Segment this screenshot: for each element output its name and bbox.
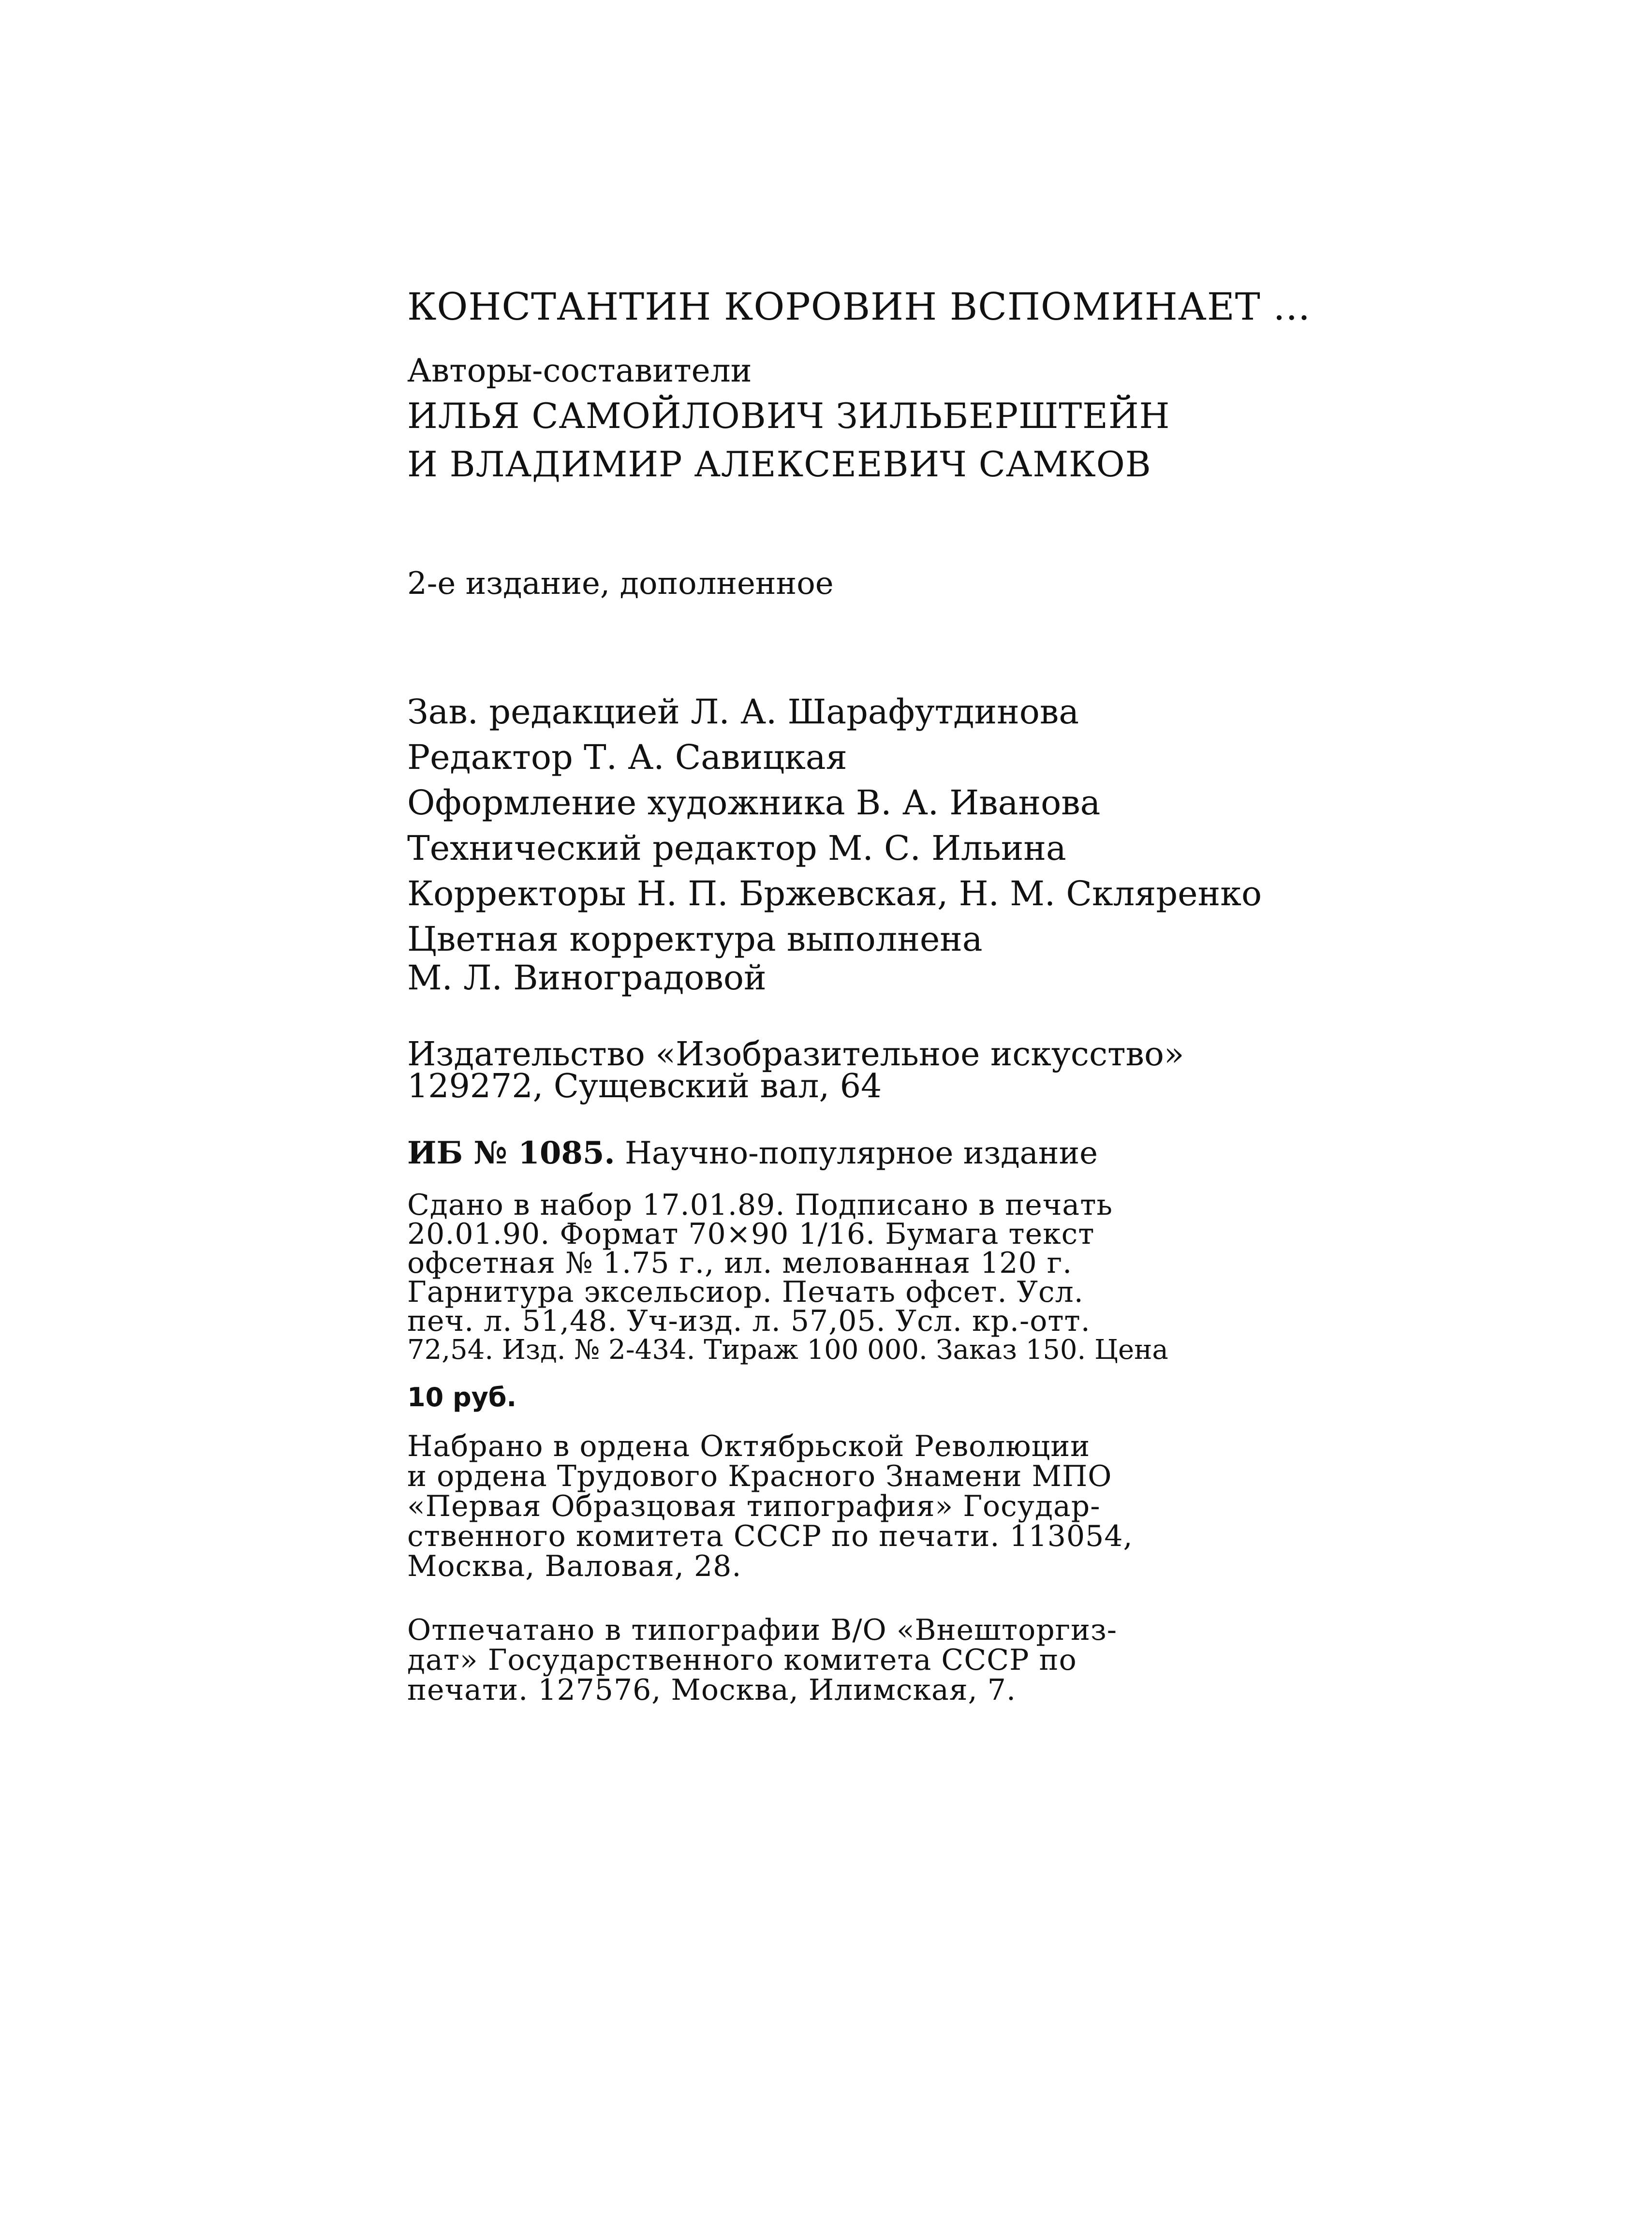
printing-line: печати. 127576, Москва, Илимская, 7. [407,1673,1017,1707]
authors-block [407,392,1170,488]
printing-line: дат» Государственного комитета СССР по [407,1643,1077,1677]
typesetting-line: и ордена Трудового Красного Знамени МПО [407,1459,1112,1493]
staff-line: Корректоры Н. П. Бржевская, Н. М. Скляренко [407,874,1262,913]
print-line: офсетная № 1.75 г., ил. мелованная 120 г. [407,1246,1073,1280]
typesetting-line: «Первая Образцовая типография» Государ- [407,1489,1101,1523]
ib-number: ИБ № 1085. [407,1135,615,1171]
printing-info [407,1615,1117,1705]
staff-line: Технический редактор М. С. Ильина [407,828,1066,868]
print-line: 20.01.90. Формат 70×90 1/16. Бумага текст [407,1217,1095,1251]
typesetting-line: ственного комитета СССР по печати. 113054, [407,1519,1133,1553]
author-line: И ВЛАДИМИР АЛЕКСЕЕВИЧ САМКОВ [407,444,1151,485]
edition-note: 2-е издание, дополненное [407,566,834,602]
printing-line: Отпечатано в типографии В/О «Внешторгиз- [407,1613,1118,1647]
staff-line: Зав. редакцией Л. А. Шарафутдинова [407,692,1079,732]
author-line: ИЛЬЯ САМОЙЛОВИЧ ЗИЛЬБЕРШТЕЙН [407,396,1170,436]
publisher-name: Издательство «Изобразительное искусство» [407,1035,1184,1074]
print-line: Сдано в набор 17.01.89. Подписано в печать [407,1188,1113,1222]
editorial-staff [407,689,1262,1001]
ib-line [407,1132,1098,1175]
print-line: печ. л. 51,48. Уч-изд. л. 57,05. Усл. кр.-отт. [407,1304,1091,1338]
staff-line: М. Л. Виноградовой [407,958,767,998]
staff-line: Оформление художника В. А. Иванова [407,783,1101,823]
staff-line: Цветная корректура выполнена [407,919,983,959]
print-details [407,1188,1168,1366]
authors-label: Авторы-составители [407,352,752,389]
publication-type: Научно-популярное издание [625,1135,1098,1171]
book-title: КОНСТАНТИН КОРОВИН ВСПОМИНАЕТ ... [407,285,1311,329]
print-line: 72,54. Изд. № 2-434. Тираж 100 000. Заказ 150. Цена [407,1334,1168,1366]
print-line: Гарнитура эксельсиор. Печать офсет. Усл. [407,1275,1084,1309]
publisher-info [407,1032,1184,1109]
staff-line: Редактор Т. А. Савицкая [407,737,847,777]
price: 10 руб. [407,1382,517,1413]
typesetting-line: Набрано в ордена Октябрьской Революции [407,1429,1091,1463]
typesetting-line: Москва, Валовая, 28. [407,1549,742,1583]
typesetting-info [407,1431,1133,1581]
publisher-address: 129272, Сущевский вал, 64 [407,1067,882,1105]
